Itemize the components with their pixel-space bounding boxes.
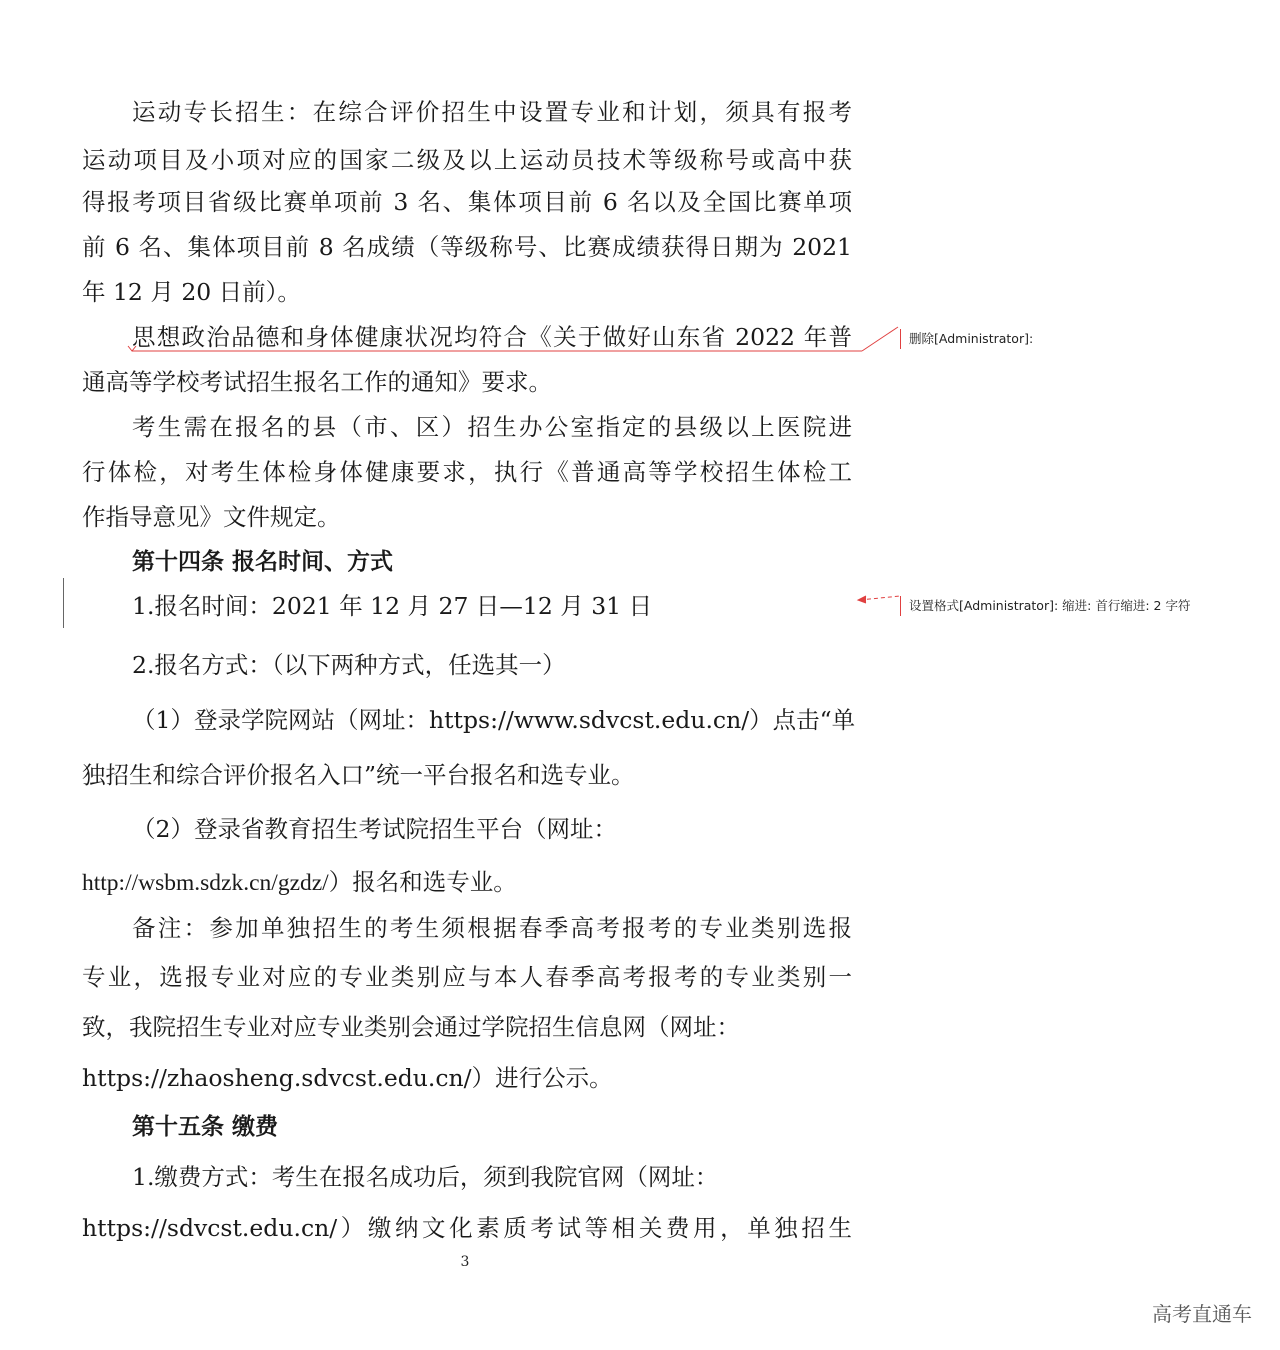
formatting-comment[interactable]: 设置格式[Administrator]: 缩进: 首行缩进: 2 字符 (900, 596, 1190, 616)
paragraph-line: https://zhaosheng.sdvcst.edu.cn/）进行公示。 (82, 1064, 613, 1092)
paragraph-line: 考生需在报名的县（市、区）招生办公室指定的县级以上医院进 (132, 413, 852, 441)
paragraph-line: 致，我院招生专业对应专业类别会通过学院招生信息网（网址： (82, 1013, 740, 1041)
deletion-comment[interactable]: 删除[Administrator]: (900, 329, 1033, 349)
paragraph-line: 作指导意见》文件规定。 (82, 503, 341, 531)
paragraph-line: 行体检，对考生体检身体健康要求，执行《普通高等学校招生体检工 (82, 458, 852, 486)
paragraph-line: 运动项目及小项对应的国家二级及以上运动员技术等级称号或高中获 (82, 146, 852, 174)
paragraph-line: 备注：参加单独招生的考生须根据春季高考报考的专业类别选报 (132, 914, 852, 942)
deleted-text-line: 思想政治品德和身体健康状况均符合《关于做好山东省 2022 年普 (132, 323, 852, 351)
section-heading: 第十五条 缴费 (132, 1114, 279, 1140)
paragraph-line: 通高等学校考试招生报名工作的通知》要求。 (82, 368, 552, 396)
page-number: 3 (460, 1254, 470, 1270)
paragraph-line: 前 6 名、集体项目前 8 名成绩（等级称号、比赛成绩获得日期为 2021 (82, 233, 852, 261)
paragraph-line: 1.报名时间：2021 年 12 月 27 日—12 月 31 日 (132, 592, 653, 620)
section-heading: 第十四条 报名时间、方式 (132, 549, 394, 575)
paragraph-line: https://sdvcst.edu.cn/）缴纳文化素质考试等相关费用，单独招生 (82, 1214, 852, 1242)
paragraph-line: 得报考项目省级比赛单项前 3 名、集体项目前 6 名以及全国比赛单项 (82, 188, 852, 216)
paragraph-line: 1.缴费方式：考生在报名成功后，须到我院官网（网址： (132, 1163, 719, 1191)
watermark: 高考直通车 (1152, 1302, 1252, 1326)
paragraph-line: （1）登录学院网站（网址：https://www.sdvcst.edu.cn/）点击“单 (132, 706, 856, 734)
change-bar (63, 578, 64, 628)
paragraph-line: 运动专长招生：在综合评价招生中设置专业和计划，须具有报考 (132, 98, 852, 126)
paragraph-line: 专业，选报专业对应的专业类别应与本人春季高考报考的专业类别一 (82, 963, 852, 991)
paragraph-line: http://wsbm.sdzk.cn/gzdz/）报名和选专业。 (82, 870, 517, 896)
deletion-connector (862, 327, 898, 351)
paragraph-line: 年 12 月 20 日前）。 (82, 278, 301, 306)
paragraph-line: （2）登录省教育招生考试院招生平台（网址： (132, 815, 617, 843)
paragraph-line: 2.报名方式：（以下两种方式，任选其一） (132, 651, 566, 679)
paragraph-line: 独招生和综合评价报名入口”统一平台报名和选专业。 (82, 761, 635, 789)
